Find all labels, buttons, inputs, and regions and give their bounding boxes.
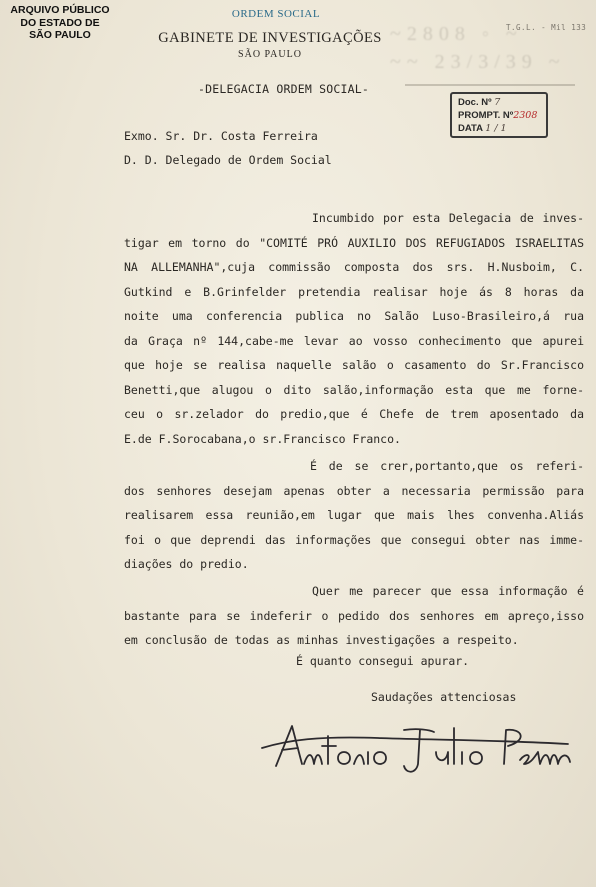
archive-label bbox=[4, 4, 116, 42]
recipient-name: Exmo. Sr. Dr. Costa Ferreira bbox=[124, 129, 318, 143]
paragraph-2 bbox=[124, 454, 584, 577]
faded-ink-smudge: ~2808 ◦ ~ ~~ 23/3/39 ~ bbox=[390, 23, 566, 73]
margin-mark: T.G.L. - Mil 133 bbox=[506, 23, 587, 32]
archive-label-line: SÃO PAULO bbox=[29, 29, 91, 41]
faded-underline bbox=[405, 84, 575, 86]
recipient-title: D. D. Delegado de Ordem Social bbox=[124, 153, 332, 167]
text-line: que hoje se realisa naquelle salão o casamento do Sr.Francisco bbox=[124, 358, 584, 372]
doc-number-label: Doc. Nº bbox=[458, 97, 492, 108]
text-line: bastante para se indeferir o pedido dos senhores em apreço,isso bbox=[124, 608, 584, 623]
text-line: da Graça nº 144,cabe-me levar ao vosso conhecimento que apurei bbox=[124, 333, 584, 348]
prompt-number-value: 2308 bbox=[513, 110, 538, 121]
text-line: Quer me parecer que essa informação é bbox=[312, 584, 584, 598]
text-line: realisarem essa reunião,em lugar que mais lhes convenha.Aliás bbox=[124, 508, 584, 522]
prompt-number-label: PROMPT. Nº bbox=[458, 110, 514, 121]
doc-number-value: 7 bbox=[494, 97, 501, 108]
paragraph-3 bbox=[124, 579, 584, 653]
text-line: foi o que deprendi das informações que consegui obter nas imme- bbox=[124, 532, 584, 547]
text-line: dos senhores desejam apenas obter a necessaria permissão para bbox=[124, 483, 584, 498]
department-heading: -DELEGACIA ORDEM SOCIAL- bbox=[198, 82, 369, 96]
text-line: É de se crer,portanto,que os referi- bbox=[310, 459, 584, 473]
ordem-social-stamp: ORDEM SOCIAL bbox=[231, 8, 321, 20]
handwritten-signature bbox=[258, 718, 578, 778]
protocol-stamp bbox=[450, 92, 548, 138]
archive-label-line: ARQUIVO PÚBLICO bbox=[10, 4, 110, 16]
closing-line: É quanto consegui apurar. bbox=[296, 654, 470, 668]
text-line: ceu o sr.zelador do predio,que é Chefe de trem aposentado da bbox=[124, 407, 584, 421]
salutation: Saudações attenciosas bbox=[371, 690, 517, 704]
date-value: 1 / 1 bbox=[485, 123, 507, 134]
text-line: em conclusão de todas as minhas investigações a respeito. bbox=[124, 633, 519, 647]
text-line: E.de F.Sorocabana,o sr.Francisco Franco. bbox=[124, 431, 401, 446]
text-line: NA ALLEMANHA",cuja commissão composta dos srs. H.Nusboim, C. bbox=[124, 260, 584, 274]
paragraph-1 bbox=[124, 206, 584, 451]
text-line: Gutkind e B.Grinfelder pretendia realisar hoje ás 8 horas da bbox=[124, 284, 584, 299]
text-line: Benetti,que alugou o dito salão,informação esta que me forne- bbox=[124, 382, 584, 397]
date-label: DATA bbox=[458, 123, 483, 134]
text-line: tigar em torno do "COMITÉ PRÓ AUXILIO DOS REFUGIADOS ISRAELITAS bbox=[124, 235, 584, 250]
text-line: noite uma conferencia publica no Salão Luso-Brasileiro,á rua bbox=[124, 309, 584, 323]
archive-label-line: DO ESTADO DE bbox=[20, 16, 100, 29]
text-line: diações do predio. bbox=[124, 557, 249, 571]
text-line: Incumbido por esta Delegacia de inves- bbox=[312, 211, 584, 225]
city-subtitle: SÃO PAULO bbox=[238, 49, 302, 60]
office-title: GABINETE DE INVESTIGAÇÕES bbox=[158, 30, 382, 46]
